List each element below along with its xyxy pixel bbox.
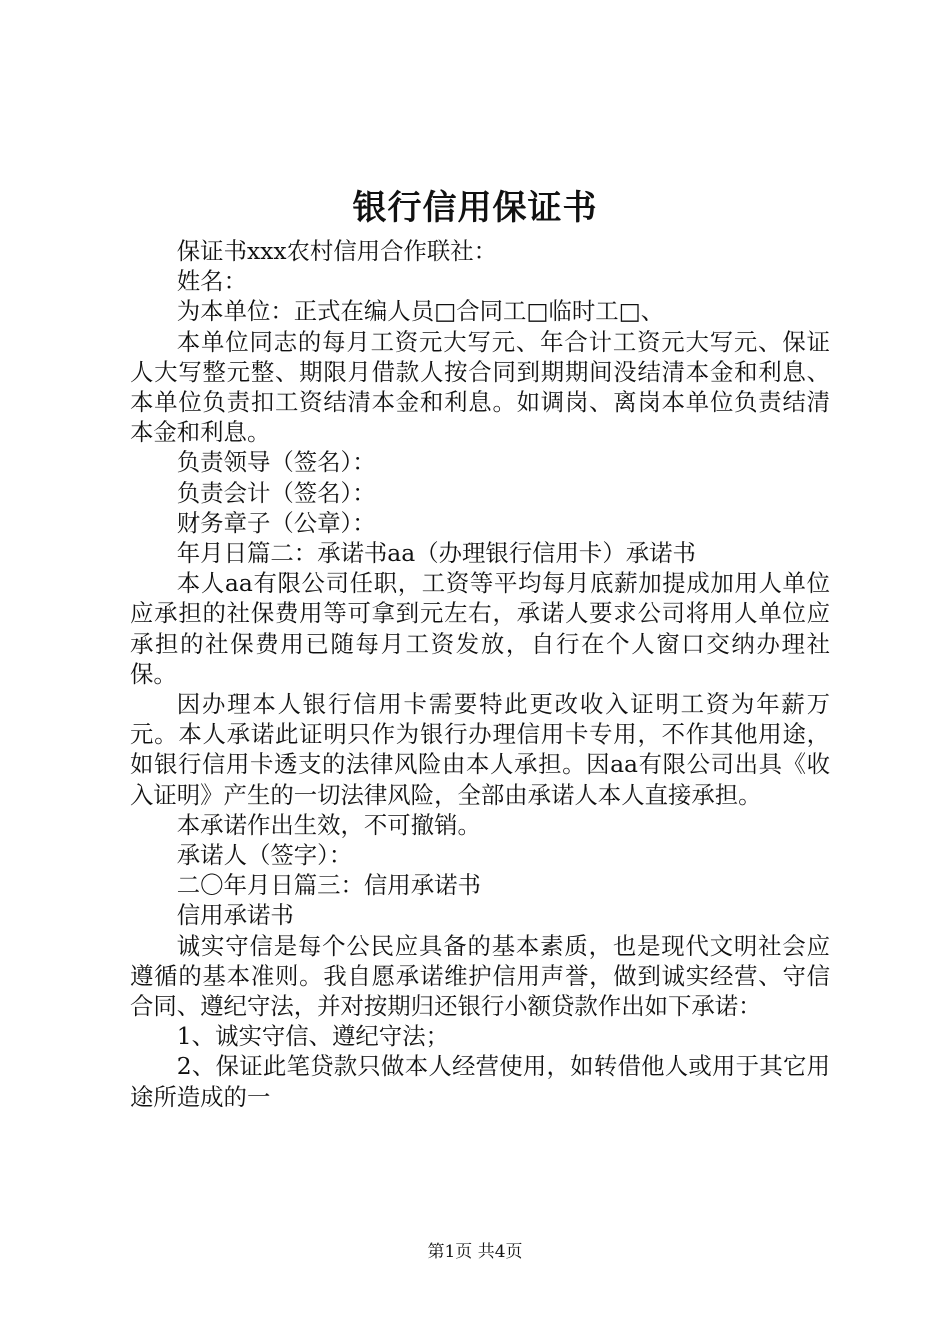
paragraph: 2、保证此笔贷款只做本人经营使用，如转借他人或用于其它用途所造成的一 (130, 1052, 830, 1111)
document-body (130, 236, 830, 1112)
paragraph: 诚实守信是每个公民应具备的基本素质，也是现代文明社会应遵循的基本准则。我自愿承诺维护信用声誉，做到诚实经营、守信合同、遵纪守法，并对按期归还银行小额贷款作出如下承诺： (130, 931, 830, 1021)
paragraph: 1、诚实守信、遵纪守法； (176, 1022, 449, 1051)
paragraph: 为本单位：正式在编人员□合同工□临时工□、 (176, 297, 665, 326)
paragraph: 负责领导（签名）： (176, 448, 376, 477)
paragraph: 本人aa有限公司任职，工资等平均每月底薪加提成加用人单位应承担的社保费用等可拿到元左右，承诺人要求公司将用人单位应承担的社保费用已随每月工资发放，自行在个人窗口交纳办理社保。 (130, 569, 830, 688)
paragraph: 因办理本人银行信用卡需要特此更改收入证明工资为年薪万元。本人承诺此证明只作为银行办理信用卡专用，不作其他用途，如银行信用卡透支的法律风险由本人承担。因aa有限公司出具《收入证明》产生的一切法律风险，全部由承诺人本人直接承担。 (130, 690, 830, 809)
paragraph: 财务章子（公章）： (176, 508, 376, 537)
document-title: 银行信用保证书 (352, 188, 598, 228)
paragraph: 本承诺作出生效，不可撤销。 (176, 810, 481, 839)
paragraph: 二〇年月日篇三：信用承诺书 (176, 871, 481, 900)
paragraph: 信用承诺书 (176, 901, 294, 930)
paragraph: 姓名： (176, 267, 247, 296)
paragraph: 年月日篇二：承诺书aa（办理银行信用卡）承诺书 (176, 539, 696, 568)
paragraph: 保证书xxx农村信用合作联社： (176, 237, 498, 265)
page-number-footer: 第1页 共4页 (427, 1242, 523, 1262)
paragraph: 承诺人（签字）： (176, 841, 353, 870)
paragraph: 本单位同志的每月工资元大写元、年合计工资元大写元、保证人大写整元整、期限月借款人按合同到期期间没结清本金和利息、本单位负责扣工资结清本金和利息。如调岗、离岗本单位负责结清本金和利息。 (130, 327, 830, 447)
paragraph: 负责会计（签名）： (176, 478, 376, 507)
